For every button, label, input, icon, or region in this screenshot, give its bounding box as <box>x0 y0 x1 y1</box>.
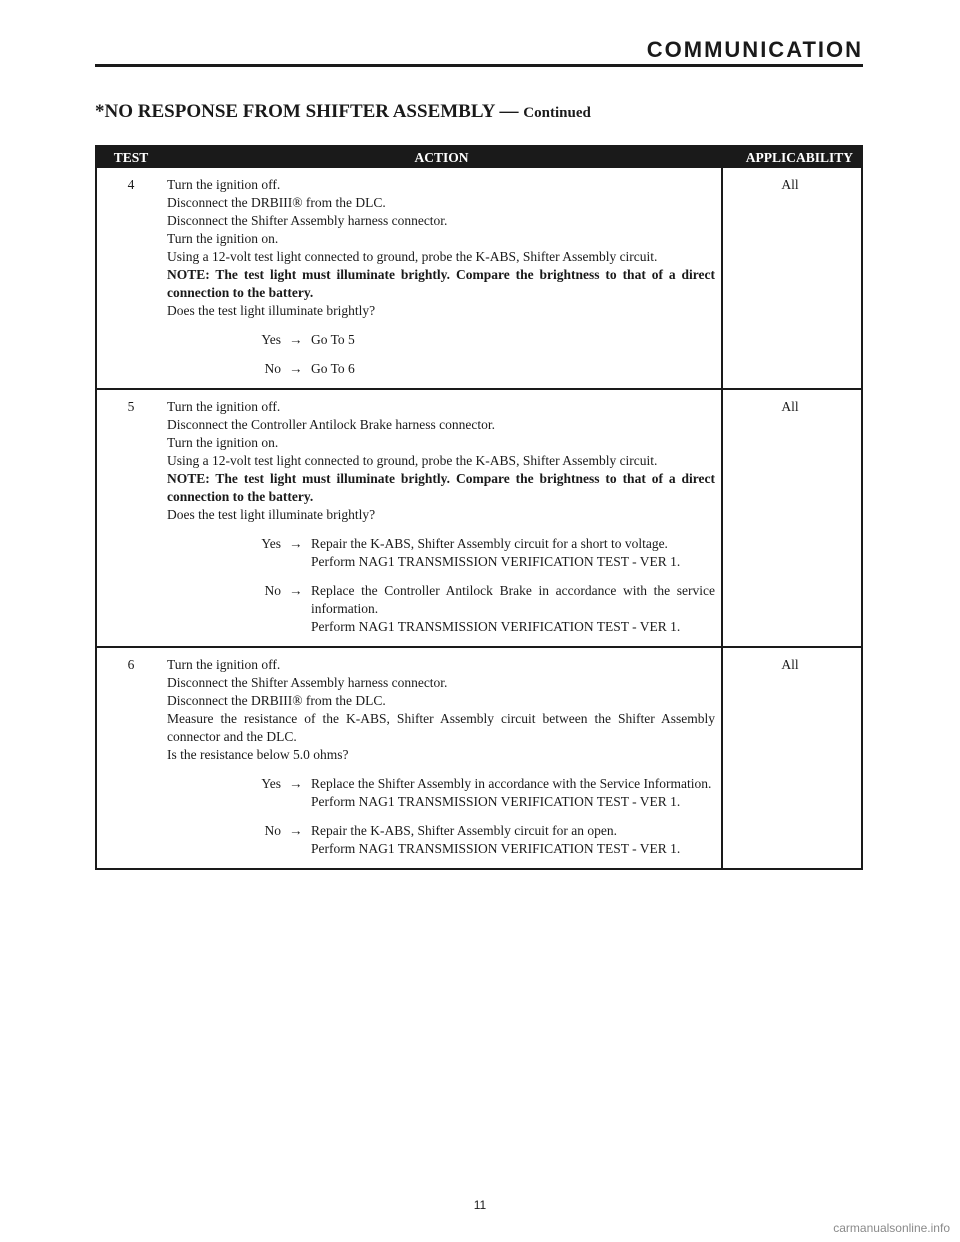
choice-result-text: Repair the K-ABS, Shifter Assembly circuit for an open. <box>311 823 617 838</box>
choice-result <box>311 822 715 858</box>
action-step: Turn the ignition off. <box>167 399 281 414</box>
test-number: 4 <box>127 177 135 192</box>
choice-yes <box>167 535 715 571</box>
section-header: COMMUNICATION <box>646 37 863 62</box>
choice-result-text: Go To 6 <box>311 361 355 376</box>
choice-perform-text: Perform NAG1 TRANSMISSION VERIFICATION TEST - VER 1. <box>311 841 681 856</box>
action-note: NOTE: The test light must illuminate brightly. Compare the brightness to that of a direct connection to the battery. <box>167 267 715 300</box>
choice-perform-text: Perform NAG1 TRANSMISSION VERIFICATION TEST - VER 1. <box>311 619 681 634</box>
choice-label: No <box>264 361 281 376</box>
choice-perform-text: Perform NAG1 TRANSMISSION VERIFICATION TEST - VER 1. <box>311 554 681 569</box>
choice-result-text: Go To 5 <box>311 332 355 347</box>
arrow-right-icon: → <box>289 536 303 551</box>
choice-result <box>311 360 715 378</box>
table-header <box>97 147 861 168</box>
action-step: Turn the ignition on. <box>167 435 279 450</box>
action-cell <box>165 648 721 868</box>
choice-result <box>311 535 715 571</box>
action-question: Is the resistance below 5.0 ohms? <box>167 747 349 762</box>
page-title-main: *NO RESPONSE FROM SHIFTER ASSEMBLY — <box>95 101 519 122</box>
table-row <box>97 388 861 646</box>
action-step: Disconnect the Shifter Assembly harness connector. <box>167 675 448 690</box>
choice-no <box>167 360 715 378</box>
action-step: Measure the resistance of the K-ABS, Shifter Assembly circuit between the Shifter Assembly connector and the DLC. <box>167 711 715 744</box>
choice-yes <box>167 331 715 349</box>
action-step: Disconnect the Controller Antilock Brake harness connector. <box>167 417 496 432</box>
test-number: 6 <box>127 657 135 672</box>
choice-label: Yes <box>261 536 281 551</box>
action-step: Using a 12-volt test light connected to ground, probe the K-ABS, Shifter Assembly circuit. <box>167 453 658 468</box>
action-step: Turn the ignition on. <box>167 231 279 246</box>
watermark: carmanualsonline.info <box>833 1221 950 1235</box>
page-title <box>95 100 591 125</box>
header-action: ACTION <box>414 149 469 165</box>
test-table <box>95 145 863 870</box>
choice-result-text: Replace the Controller Antilock Brake in accordance with the service information. <box>311 583 715 616</box>
action-question: Does the test light illuminate brightly? <box>167 507 376 522</box>
arrow-right-icon: → <box>289 583 303 598</box>
header-applicability: APPLICABILITY <box>745 149 853 165</box>
arrow-right-icon: → <box>289 776 303 791</box>
choice-no <box>167 822 715 858</box>
header-test: TEST <box>113 149 149 165</box>
choice-perform-text: Perform NAG1 TRANSMISSION VERIFICATION TEST - VER 1. <box>311 794 681 809</box>
arrow-right-icon: → <box>289 332 303 347</box>
choice-label: No <box>264 583 281 598</box>
applicability-cell: All <box>721 390 861 646</box>
choice-label: Yes <box>261 332 281 347</box>
applicability-cell: All <box>721 168 861 388</box>
arrow-right-icon: → <box>289 361 303 376</box>
table-row <box>97 646 861 868</box>
action-step: Disconnect the DRBIII® from the DLC. <box>167 693 386 708</box>
choice-yes <box>167 775 715 811</box>
header-rule <box>95 64 863 67</box>
action-cell <box>165 168 721 388</box>
choice-no <box>167 582 715 636</box>
action-step: Using a 12-volt test light connected to ground, probe the K-ABS, Shifter Assembly circuit. <box>167 249 658 264</box>
page-title-continued: Continued <box>523 105 591 121</box>
choice-result <box>311 582 715 636</box>
action-step: Turn the ignition off. <box>167 657 281 672</box>
action-cell <box>165 390 721 646</box>
action-step: Disconnect the Shifter Assembly harness connector. <box>167 213 448 228</box>
arrow-right-icon: → <box>289 823 303 838</box>
table-body <box>97 168 861 868</box>
action-question: Does the test light illuminate brightly? <box>167 303 376 318</box>
choice-result-text: Repair the K-ABS, Shifter Assembly circuit for a short to voltage. <box>311 536 668 551</box>
choice-label: No <box>264 823 281 838</box>
choice-result-text: Replace the Shifter Assembly in accordance with the Service Information. <box>311 776 712 791</box>
table-row <box>97 168 861 388</box>
choice-label: Yes <box>261 776 281 791</box>
page-number: 11 <box>473 1198 487 1212</box>
choice-result <box>311 331 715 349</box>
action-note: NOTE: The test light must illuminate brightly. Compare the brightness to that of a direct connection to the battery. <box>167 471 715 504</box>
test-number: 5 <box>127 399 135 414</box>
action-step: Turn the ignition off. <box>167 177 281 192</box>
applicability-cell: All <box>721 648 861 868</box>
choice-result <box>311 775 715 811</box>
action-step: Disconnect the DRBIII® from the DLC. <box>167 195 386 210</box>
